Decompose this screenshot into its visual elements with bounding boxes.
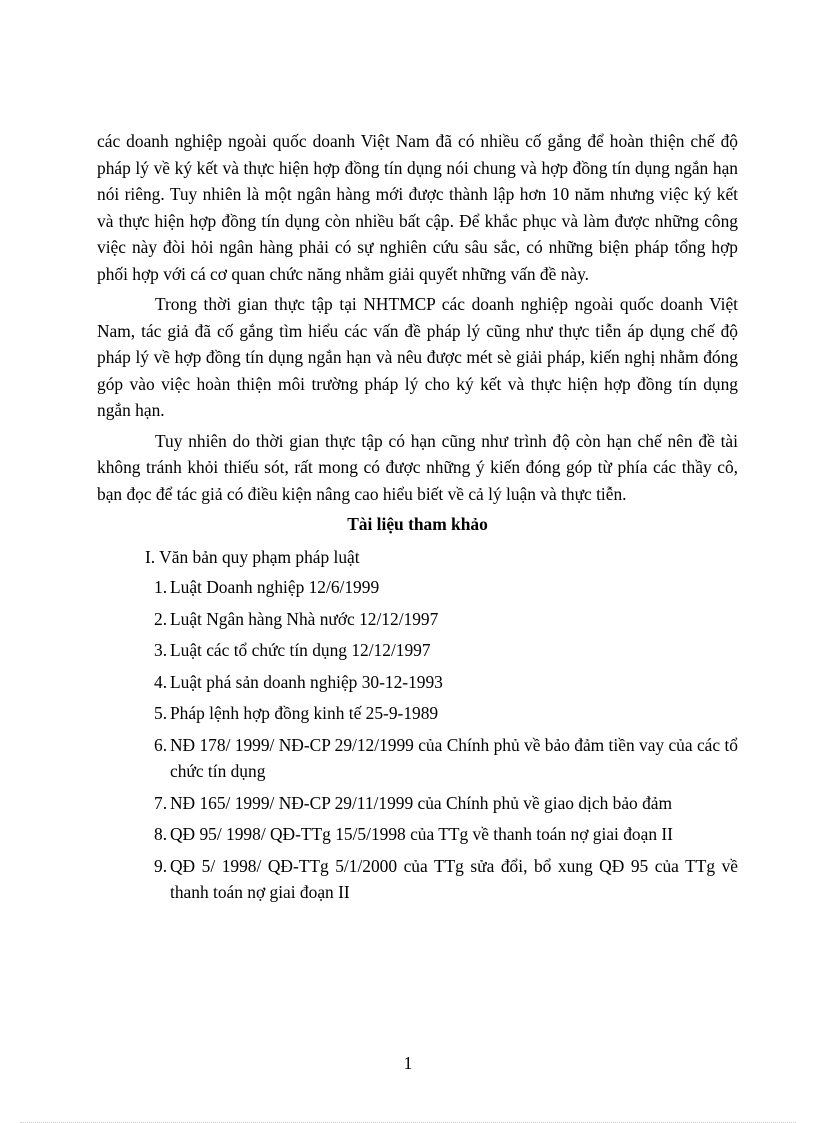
page-number: 1 [403,1053,413,1073]
reference-item [97,732,738,785]
reference-number: 8. [154,824,168,844]
references-heading: Tài liệu tham khảo [347,514,488,534]
body-paragraph-1: các doanh nghiệp ngoài quốc doanh Việt Nam đã có nhiều cố gắng để hoàn thiện chế độ pháp lý về ký kết và thực hiện hợp đồng tín dụng nói chung và hợp đồng tín dụng ngắn hạn nói riêng. Tuy nhiên là một ngân hàng mới được thành lập hơn 10 năm nhưng việc ký kết và thực hiện hợp đồng tín dụng còn nhiều bất cập. Để khắc phục và làm được những công việc này đòi hỏi ngân hàng phải có sự nghiên cứu sâu sắc, có những biện pháp tổng hợp phối hợp với cá cơ quan chức năng nhằm giải quyết những vấn đề này. [97,131,738,284]
body-paragraph-3: Tuy nhiên do thời gian thực tập có hạn cũng như trình độ còn hạn chế nên đề tài không tránh khỏi thiếu sót, rất mong có được những ý kiến đóng góp từ phía các thầy cô, bạn đọc để tác giả có điều kiện nâng cao hiểu biết về cả lý luận và thực tiễn. [97,430,738,504]
reference-text: Luật Doanh nghiệp 12/6/1999 [170,577,380,597]
reference-text: Luật các tổ chức tín dụng 12/12/1997 [170,640,431,660]
reference-text: Luật Ngân hàng Nhà nước 12/12/1997 [170,608,439,629]
reference-item [97,574,738,601]
reference-item [97,853,738,906]
reference-item [97,700,738,727]
reference-text: QĐ 5/ 1998/ QĐ-TTg 5/1/2000 của TTg sửa đổi, bổ xung QĐ 95 của TTg về thanh toán nợ giai đoạn II [170,855,738,902]
reference-number: 5. [154,703,168,723]
reference-number: 9. [154,855,168,876]
references-list [97,574,738,906]
reference-number: 6. [154,734,168,755]
reference-item [97,637,738,664]
reference-item [97,669,738,696]
reference-text: Pháp lệnh hợp đồng kinh tế 25-9-1989 [170,703,439,723]
reference-number: 4. [154,671,168,692]
reference-number: 2. [154,608,168,629]
reference-number: 7. [154,792,168,813]
reference-text: Luật phá sản doanh nghiệp 30-12-1993 [170,671,443,692]
reference-number: 3. [154,640,168,660]
reference-item [97,790,738,817]
reference-item [97,606,738,633]
reference-item [97,821,738,848]
body-paragraph-2: Trong thời gian thực tập tại NHTMCP các doanh nghiệp ngoài quốc doanh Việt Nam, tác giả đã cố gắng tìm hiểu các vấn đề pháp lý cũng như thực tiễn áp dụng chế độ pháp lý về hợp đồng tín dụng ngắn hạn và nêu được mét sè giải pháp, kiến nghị nhằm đóng góp vào việc hoàn thiện môi trường pháp lý cho ký kết và thực hiện hợp đồng tín dụng ngắn hạn. [97,294,738,420]
reference-text: NĐ 165/ 1999/ NĐ-CP 29/11/1999 của Chính phủ về giao dịch bảo đảm [170,792,673,813]
reference-number: 1. [154,577,168,597]
reference-text: NĐ 178/ 1999/ NĐ-CP 29/12/1999 của Chính phủ về bảo đảm tiền vay của các tổ chức tín dụng [170,734,738,781]
reference-text: QĐ 95/ 1998/ QĐ-TTg 15/5/1998 của TTg về thanh toán nợ giai đoạn II [170,824,673,844]
page-content [97,128,738,911]
references-section-title: I. Văn bản quy phạm pháp luật [145,546,360,567]
